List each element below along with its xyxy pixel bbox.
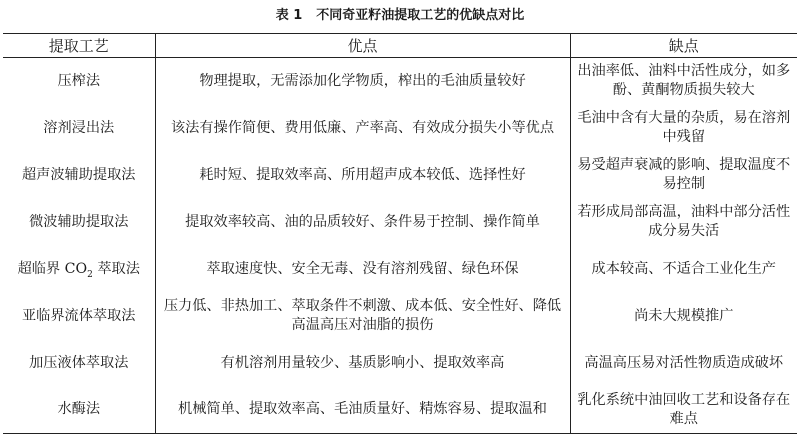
table-row: [3, 246, 797, 293]
table-row: [3, 340, 797, 387]
header-method: 提取工艺: [3, 34, 155, 58]
cons-cell: 乳化系统中油回收工艺和设备存在难点: [570, 387, 797, 434]
pros-cell: 机械简单、提取效率高、毛油质量好、精炼容易、提取温和: [155, 387, 570, 434]
table-row: [3, 387, 797, 434]
table-number: 表 1: [275, 8, 303, 23]
method-suffix: 萃取法: [92, 260, 140, 277]
table-header-row: [3, 34, 797, 58]
pros-cell: 压力低、非热加工、萃取条件不刺激、成本低、安全性好、降低高温高压对油脂的损伤: [155, 293, 570, 340]
header-cons: 缺点: [570, 34, 797, 58]
table-caption: [0, 6, 800, 26]
method-cell: 水酶法: [3, 387, 155, 434]
cons-cell: 尚未大规模推广: [570, 293, 797, 340]
method-cell: [3, 246, 155, 293]
cons-cell: 高温高压易对活性物质造成破坏: [570, 340, 797, 387]
table-title: 不同奇亚籽油提取工艺的优缺点对比: [316, 8, 525, 23]
comparison-table: [3, 33, 797, 434]
method-cell: 微波辅助提取法: [29, 213, 129, 230]
pros-cell: 萃取速度快、安全无毒、没有溶剂残留、绿色环保: [155, 246, 570, 293]
cons-cell: 毛油中含有大量的杂质，易在溶剂中残留: [570, 105, 797, 152]
table-row: [3, 293, 797, 340]
pros-cell: 提取效率较高、油的品质较好、条件易于控制、操作简单: [155, 199, 570, 246]
table-row: [3, 105, 797, 152]
method-cell: 压榨法: [57, 72, 101, 89]
table-row: [3, 152, 797, 199]
pros-cell: 耗时短、提取效率高、所用超声成本较低、选择性好: [155, 152, 570, 199]
table-row: [3, 199, 797, 246]
pros-cell: 物理提取，无需添加化学物质，榨出的毛油质量较好: [155, 58, 570, 105]
method-cell: 溶剂浸出法: [43, 119, 115, 136]
method-prefix: 超临界 CO: [17, 260, 88, 277]
header-pros: 优点: [155, 34, 570, 58]
cons-cell: 出油率低、油料中活性成分，如多酚、黄酮物质损失较大: [570, 58, 797, 105]
pros-cell: 有机溶剂用量较少、基质影响小、提取效率高: [155, 340, 570, 387]
method-subscript: 2: [87, 269, 93, 280]
pros-cell: 该法有操作简便、费用低廉、产率高、有效成分损失小等优点: [155, 105, 570, 152]
cons-cell: 若形成局部高温，油料中部分活性成分易失活: [570, 199, 797, 246]
cons-cell: 成本较高、不适合工业化生产: [570, 246, 797, 293]
method-cell: 亚临界流体萃取法: [21, 307, 136, 324]
method-cell: 加压液体萃取法: [29, 354, 129, 371]
method-cell: 超声波辅助提取法: [21, 166, 136, 183]
cons-cell: 易受超声衰减的影响、提取温度不易控制: [570, 152, 797, 199]
table-row: [3, 58, 797, 105]
